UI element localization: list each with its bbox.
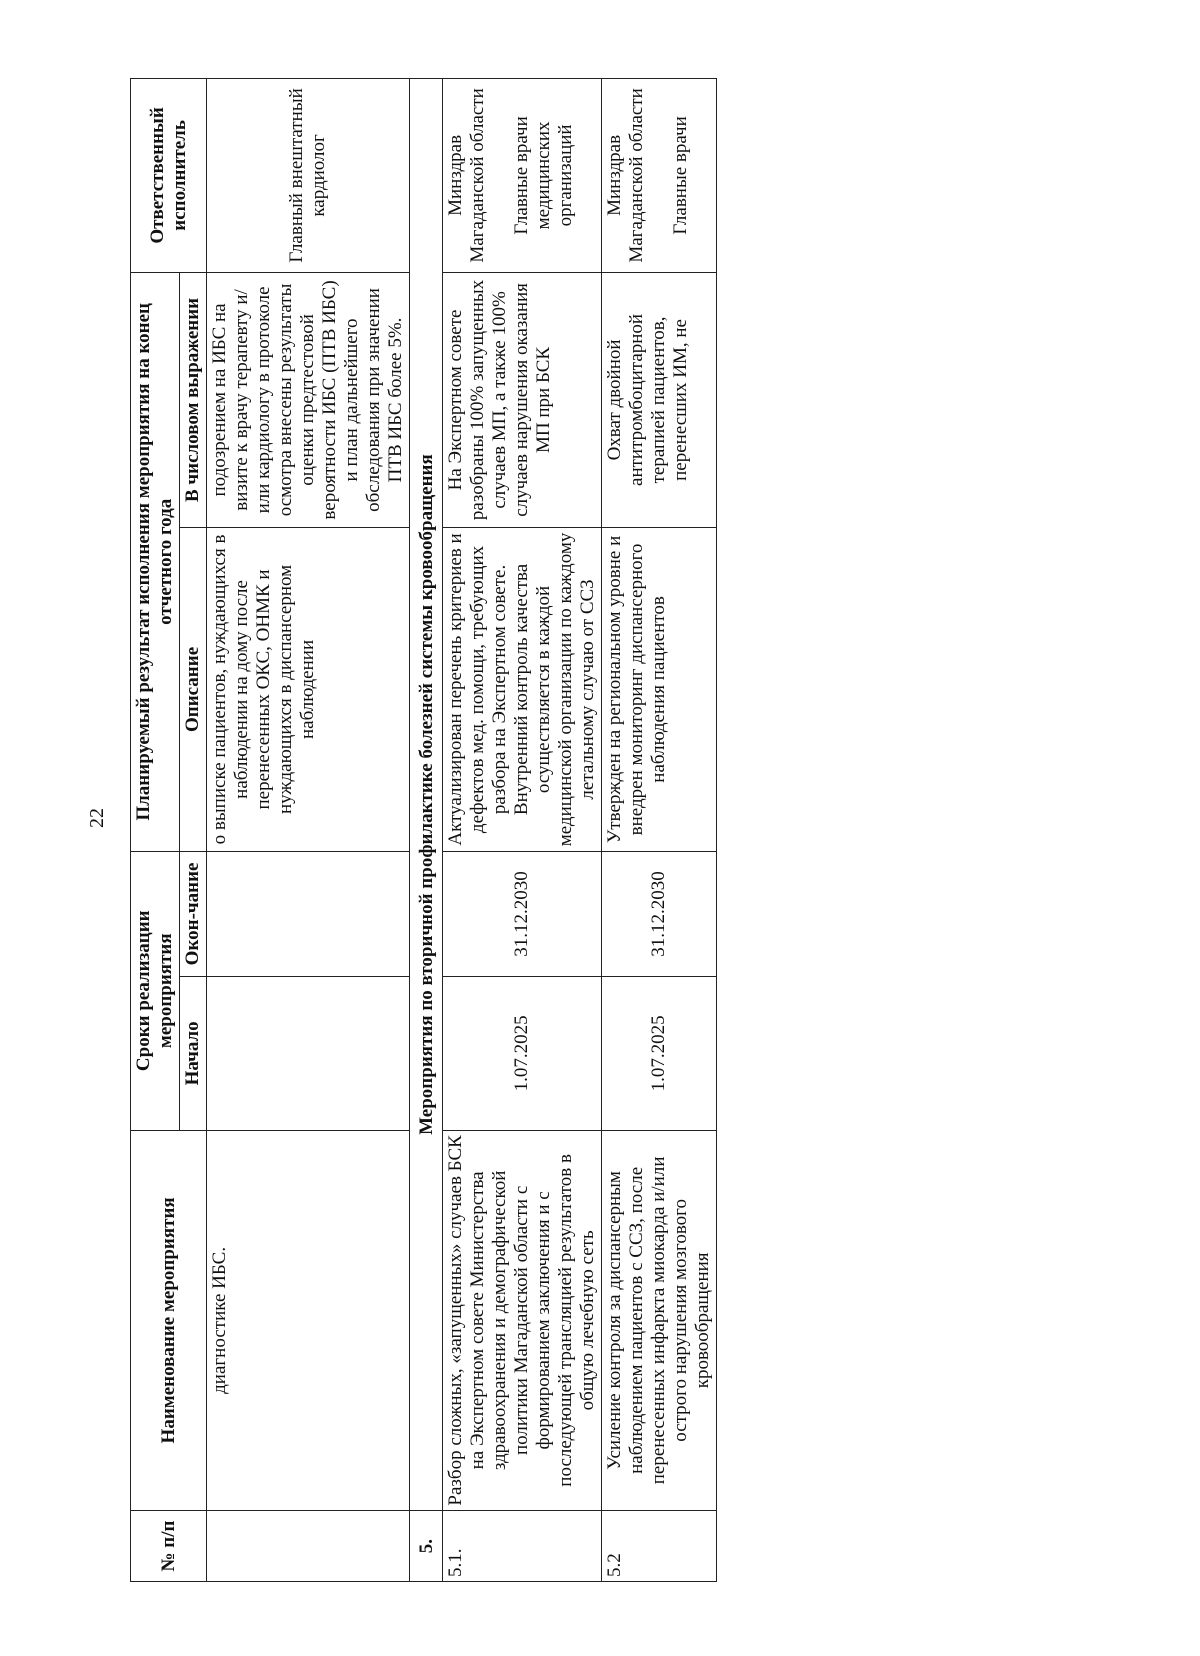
header-start: Начало bbox=[180, 977, 207, 1131]
row-responsible bbox=[602, 79, 717, 273]
header-terms: Сроки реализации мероприятия bbox=[131, 851, 180, 1130]
section-num: 5. bbox=[410, 1511, 443, 1582]
cont-num bbox=[207, 1511, 410, 1582]
cont-end bbox=[207, 851, 410, 976]
section-title: Мероприятия по вторичной профилактике болезней системы кровообращения bbox=[410, 79, 443, 1511]
row-responsible bbox=[443, 79, 602, 273]
row-name: Усиление контроля за диспансерным наблюдением пациентов с ССЗ, после перенесенных инфаркта миокарда и/или острого нарушения мозгового кровообращения bbox=[602, 1130, 717, 1510]
header-row-1 bbox=[131, 79, 180, 1582]
header-numeric: В числовом выражении bbox=[180, 272, 207, 527]
table-row bbox=[602, 79, 717, 1582]
row-end: 31.12.2030 bbox=[443, 851, 602, 976]
row-numeric: Охват двойной антитромбоцитарной терапией пациентов, перенесших ИМ, не bbox=[602, 272, 717, 527]
cont-responsible: Главный внештатный кардиолог bbox=[207, 79, 410, 273]
responsible-2: Главные врачи медицинских организаций bbox=[511, 116, 576, 235]
cont-desc: о выписке пациентов, нуждающихся в наблюдении на дому после перенесенных ОКС, ОНМК и нуждающихся в диспансерном наблюдении bbox=[207, 528, 410, 852]
header-end: Окон-чание bbox=[180, 851, 207, 976]
row-numeric: На Экспертном совете разобраны 100% запущенных случаев МП, а также 100% случаев нарушения оказания МП при БСК bbox=[443, 272, 602, 527]
continuation-row bbox=[207, 79, 410, 1582]
page-number: 22 bbox=[86, 808, 108, 828]
row-name: Разбор сложных, «запущенных» случаев БСК на Экспертном совете Министерства здравоохранения и демографической политики Магаданской области с формированием заключения и с последующей трансляцией результатов в общую лечебную сеть bbox=[443, 1130, 602, 1510]
header-desc: Описание bbox=[180, 528, 207, 852]
row-start: 1.07.2025 bbox=[602, 977, 717, 1131]
row-num: 5.2 bbox=[602, 1511, 717, 1582]
table-row bbox=[443, 79, 602, 1582]
row-desc: Актуализирован перечень критериев и дефектов мед. помощи, требующих разбора на Экспертном совете. Внутренний контроль качества осуществляется в каждой медицинской организации по каждому летальному случаю от ССЗ bbox=[443, 528, 602, 852]
responsible-1: Минздрав Магаданской области bbox=[445, 88, 488, 263]
responsible-2: Главные врачи bbox=[670, 116, 691, 235]
row-num: 5.1. bbox=[443, 1511, 602, 1582]
measures-table bbox=[130, 78, 717, 1582]
row-start: 1.07.2025 bbox=[443, 977, 602, 1131]
section-row bbox=[410, 79, 443, 1582]
row-end: 31.12.2030 bbox=[602, 851, 717, 976]
header-responsible: Ответственный исполнитель bbox=[131, 79, 207, 273]
header-planned: Планируемый результат исполнения мероприятия на конец отчетного года bbox=[131, 272, 180, 851]
header-num: № п/п bbox=[131, 1511, 207, 1582]
header-name: Наименование мероприятия bbox=[131, 1130, 207, 1510]
cont-start bbox=[207, 977, 410, 1131]
cont-name: диагностике ИБС. bbox=[207, 1130, 410, 1510]
rotated-table-frame bbox=[130, 78, 1168, 1582]
row-desc: Утвержден на региональном уровне и внедрен мониторинг диспансерного наблюдения пациентов bbox=[602, 528, 717, 852]
responsible-1: Минздрав Магаданской области bbox=[604, 88, 647, 263]
cont-numeric: подозрением на ИБС на визите к врачу терапевту и/или кардиологу в протоколе осмотра внесены результаты оценки предтестовой вероятности ИБС (ПТВ ИБС) и план дальнейшего обследования при значении ПТВ ИБС более 5%. bbox=[207, 272, 410, 527]
